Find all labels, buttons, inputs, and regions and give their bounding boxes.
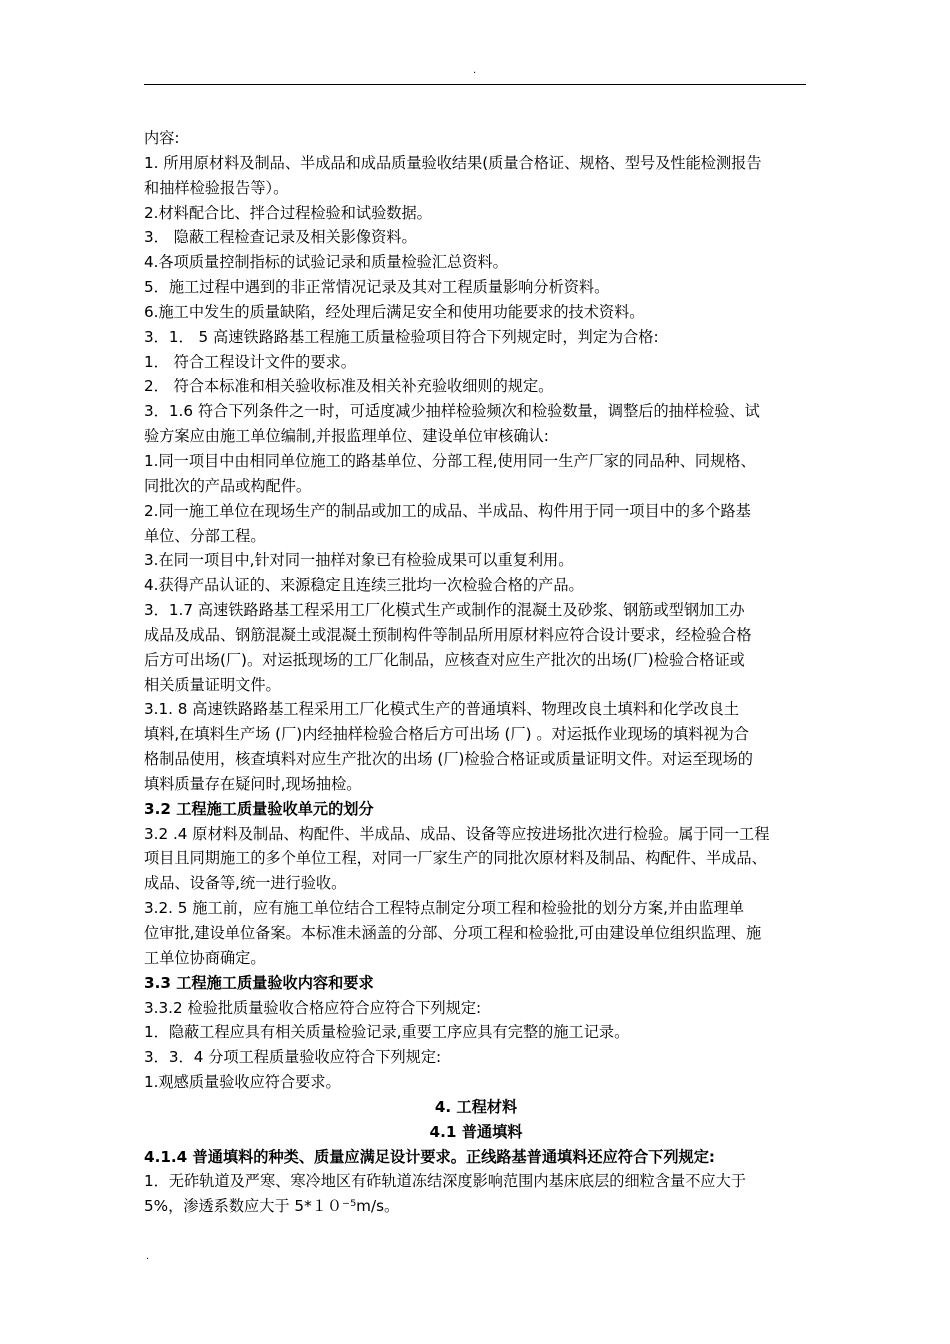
subsection-heading: 4.1 普通填料: [429, 1122, 523, 1141]
text-line: 3． 隐蔽工程检查记录及相关影像资料。: [144, 228, 417, 247]
document-body: [144, 126, 808, 1219]
text-line: 3.2. 5 施工前，应有施工单位结合工程特点制定分项工程和检验批的划分方案,并由监理单: [144, 899, 744, 918]
text-line: 3.3.2 检验批质量验收合格应符合应符合下列规定:: [144, 998, 482, 1017]
text-line: 2． 符合本标准和相关验收标准及相关补充验收细则的规定。: [144, 377, 554, 396]
text-line: 验方案应由施工单位编制,并报监理单位、建设单位审核确认:: [144, 427, 549, 446]
text-line: 位审批,建设单位备案。本标准未涵盖的分部、分项工程和检验批,可由建设单位组织监理、施: [144, 924, 762, 942]
text-line: 1．无砟轨道及严寒、寒冷地区有砟轨道冻结深度影响范围内基床底层的细粒含量不应大于: [144, 1172, 746, 1191]
text-line: 5．施工过程中遇到的非正常情况记录及其对工程质量影响分析资料。: [144, 278, 610, 297]
text-line: 单位、分部工程。: [144, 526, 266, 545]
text-line: 3．1.7 高速铁路路基工程采用工厂化模式生产或制作的混凝土及砂浆、钢筋或型钢加工办: [144, 601, 745, 620]
text-line: 工单位协商确定。: [144, 948, 266, 967]
text-line: 后方可出场(厂)。对运抵现场的工厂化制品，应核查对应生产批次的出场(厂)检验合格证或: [144, 650, 745, 669]
text-line: 相关质量证明文件。: [144, 675, 281, 694]
text-line: 3.2 .4 原材料及制品、构配件、半成品、成品、设备等应按进场批次进行检验。属于同一工程: [144, 824, 770, 843]
text-line: 格制品使用，核查填料对应生产批次的出场 (厂)检验合格证或质量证明文件。对运至现场的: [144, 750, 753, 769]
text-line: 5%，渗透系数应大于 5*１０⁻⁵m/s。: [144, 1197, 400, 1216]
text-line: 2.同一施工单位在现场生产的制品或加工的成品、半成品、构件用于同一项目中的多个路基: [144, 501, 751, 520]
header-mark: .: [473, 65, 477, 76]
text-line: 3．3．4 分项工程质量验收应符合下列规定:: [144, 1048, 442, 1067]
text-line: 6.施工中发生的质量缺陷，经处理后满足安全和使用功能要求的技术资料。: [144, 302, 645, 321]
text-line: 1. 所用原材料及制品、半成品和成品质量验收结果(质量合格证、规格、型号及性能检测报告: [144, 153, 762, 172]
text-line: 填料质量存在疑问时,现场抽检。: [144, 774, 362, 793]
text-line: 3．1． 5 高速铁路路基工程施工质量检验项目符合下列规定时，判定为合格:: [144, 327, 659, 346]
text-line: 成品、设备等,统一进行验收。: [144, 874, 347, 893]
text-line: 4.获得产品认证的、来源稳定且连续三批均一次检验合格的产品。: [144, 576, 584, 595]
header-rule: [144, 84, 806, 85]
text-line: 项目且同期施工的多个单位工程，对同一厂家生产的同批次原材料及制品、构配件、半成品、: [144, 849, 767, 868]
text-line: 1． 符合工程设计文件的要求。: [144, 352, 356, 371]
text-line: 1.同一项目中由相同单位施工的路基单位、分部工程,使用同一生产厂家的同品种、同规格、: [144, 451, 756, 470]
text-line: 3.在同一项目中,针对同一抽样对象已有检验成果可以重复利用。: [144, 551, 574, 570]
text-line: 4.各项质量控制指标的试验记录和质量检验汇总资料。: [144, 253, 508, 272]
text-line: 1．隐蔽工程应具有相关质量检验记录,重要工序应具有完整的施工记录。: [144, 1023, 630, 1042]
footer-mark: .: [146, 1251, 150, 1262]
text-line: 2.材料配合比、拌合过程检验和试验数据。: [144, 203, 432, 222]
text-line: 1.观感质量验收应符合要求。: [144, 1073, 341, 1092]
chapter-heading: 4. 工程材料: [434, 1097, 518, 1116]
text-line: 内容:: [144, 129, 180, 147]
text-line: 3．1.6 符合下列条件之一时，可适度减少抽样检验频次和检验数量，调整后的抽样检验、试: [144, 402, 760, 421]
text-line: 填料,在填料生产场 (厂)内经抽样检验合格后方可出场 (厂) 。对运抵作业现场的填料视为合: [144, 725, 749, 744]
text-line: 成品及成品、钢筋混凝土或混凝土预制构件等制品所用原材料应符合设计要求，经检验合格: [144, 625, 752, 644]
text-line: 3.1. 8 高速铁路路基工程采用工厂化模式生产的普通填料、物理改良土填料和化学改良土: [144, 700, 740, 719]
text-line: 和抽样检验报告等）。: [144, 178, 289, 197]
section-heading: 3.3 工程施工质量验收内容和要求: [144, 973, 374, 992]
section-heading: 3.2 工程施工质量验收单元的划分: [144, 799, 374, 818]
text-line: 同批次的产品或构配件。: [144, 476, 312, 495]
clause-heading: 4.1.4 普通填料的种类、质量应满足设计要求。正线路基普通填料还应符合下列规定:: [144, 1147, 715, 1166]
